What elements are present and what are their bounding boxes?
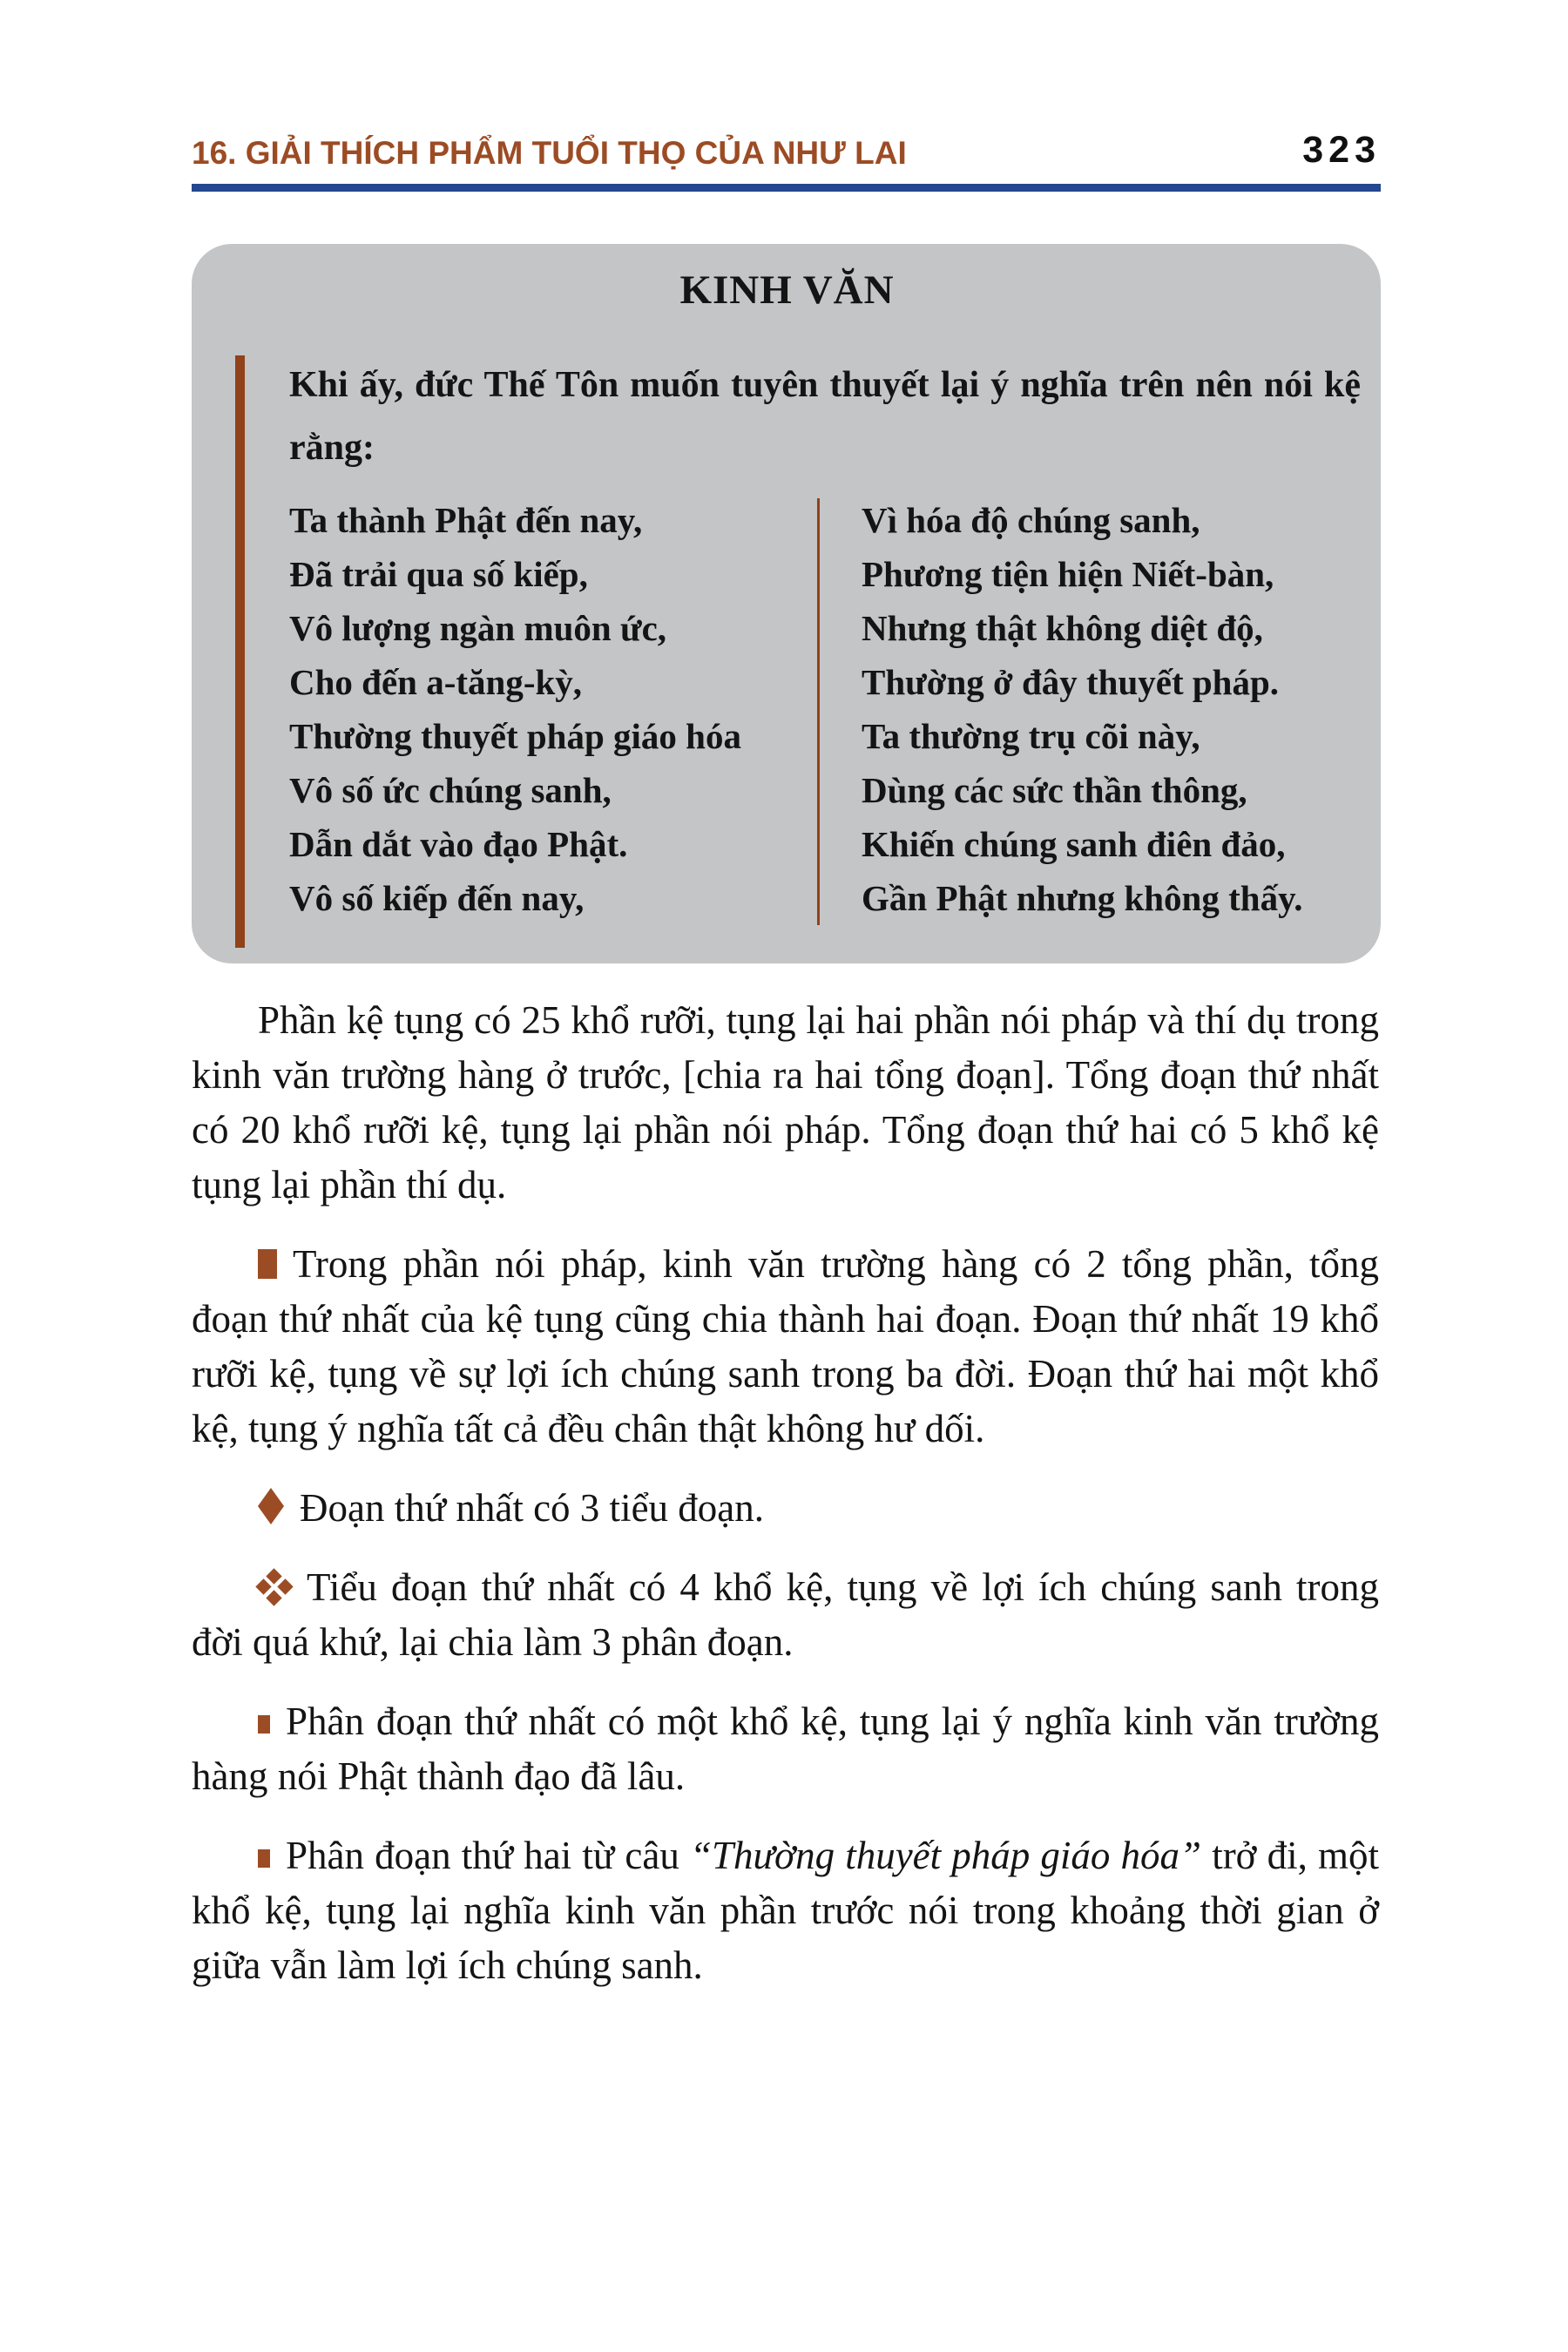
kinh-van-intro: Khi ấy, đức Thế Tôn muốn tuyên thuyết lại ý nghĩa trên nên nói kệ rằng: [289, 365, 1361, 468]
paragraph-text: Đoạn thứ nhất có 3 tiểu đoạn. [300, 1486, 765, 1530]
verse-line: Ta thành Phật đến nay, [289, 500, 643, 540]
paragraph [192, 1560, 1379, 1670]
kinh-van-title: KINH VĂN [679, 267, 895, 313]
quoted-phrase: “Thường thuyết pháp giáo hóa” [689, 1834, 1202, 1877]
verse-line: Dẫn dắt vào đạo Phật. [289, 824, 628, 864]
paragraph [192, 1481, 1379, 1536]
small-square-bullet-icon [258, 1715, 270, 1734]
paragraph-text: Tiểu đoạn thứ nhất có 4 khổ kệ, tụng về lợi ích chúng sanh trong đời quá khứ, lại chia làm 3 phân đoạn. [192, 1565, 1379, 1664]
page-number: 323 [1302, 129, 1381, 171]
verse-line: Cho đến a-tăng-kỳ, [289, 662, 583, 702]
diamond-cluster-bullet-icon [258, 1571, 291, 1604]
paragraph [192, 1828, 1379, 1993]
verse-column-left [289, 493, 817, 925]
verse-line: Gần Phật nhưng không thấy. [862, 878, 1303, 918]
verse-line: Vì hóa độ chúng sanh, [862, 500, 1200, 540]
page-header [192, 129, 1381, 172]
verse-line: Vô số kiếp đến nay, [289, 878, 585, 918]
paragraph-text: trở đi, một khổ kệ, tụng lại nghĩa kinh văn phần trước nói trong khoảng thời gian ở giữa vẫn làm lợi ích chúng sanh. [192, 1834, 1379, 1987]
paragraph-text: Phần kệ tụng có 25 khổ rưỡi, tụng lại hai phần nói pháp và thí dụ trong kinh văn trường hàng ở trước, [chia ra hai tổng đoạn]. Tổng đoạn thứ nhất có 20 khổ rưỡi kệ, tụng lại phần nói pháp. Tổng đoạn thứ hai có 5 khổ kệ tụng lại phần thí dụ. [192, 998, 1379, 1206]
verse-line: Vô số ức chúng sanh, [289, 770, 612, 810]
verse-line: Khiến chúng sanh điên đảo, [862, 824, 1286, 864]
verse-line: Vô lượng ngàn muôn ức, [289, 608, 667, 648]
paragraph-text: Phân đoạn thứ nhất có một khổ kệ, tụng lại ý nghĩa kinh văn trường hàng nói Phật thành đạo đã lâu. [192, 1700, 1379, 1798]
verse-line: Đã trải qua số kiếp, [289, 554, 588, 594]
paragraph [192, 993, 1379, 1213]
small-square-bullet-icon [258, 1849, 270, 1868]
paragraph [192, 1694, 1379, 1804]
verse-line: Dùng các sức thần thông, [862, 770, 1247, 810]
kinh-van-box [192, 244, 1381, 963]
paragraph-text: Trong phần nói pháp, kinh văn trường hàng có 2 tổng phần, tổng đoạn thứ nhất của kệ tụng cũng chia thành hai đoạn. Đoạn thứ nhất 19 khổ rưỡi kệ, tụng về sự lợi ích chúng sanh trong ba đời. Đoạn thứ hai một khổ kệ, tụng ý nghĩa tất cả đều chân thật không hư dối. [192, 1242, 1379, 1450]
paragraph [192, 1237, 1379, 1456]
verse-column-right [820, 493, 1303, 925]
square-bullet-icon [258, 1249, 277, 1279]
vertical-accent-bar [235, 355, 245, 948]
header-rule [192, 184, 1381, 192]
verse-line: Thường ở đây thuyết pháp. [862, 662, 1280, 702]
verse-columns [289, 493, 1355, 925]
verse-line: Thường thuyết pháp giáo hóa [289, 716, 741, 756]
chapter-title: 16. GIẢI THÍCH PHẨM TUỔI THỌ CỦA NHƯ LAI [192, 135, 907, 171]
verse-line: Phương tiện hiện Niết-bàn, [862, 554, 1274, 594]
commentary-text [192, 993, 1379, 1993]
diamond-bullet-icon [258, 1488, 284, 1524]
verse-line: Nhưng thật không diệt độ, [862, 608, 1263, 648]
paragraph-text: Phân đoạn thứ hai từ câu [286, 1834, 690, 1877]
verse-line: Ta thường trụ cõi này, [862, 716, 1200, 756]
